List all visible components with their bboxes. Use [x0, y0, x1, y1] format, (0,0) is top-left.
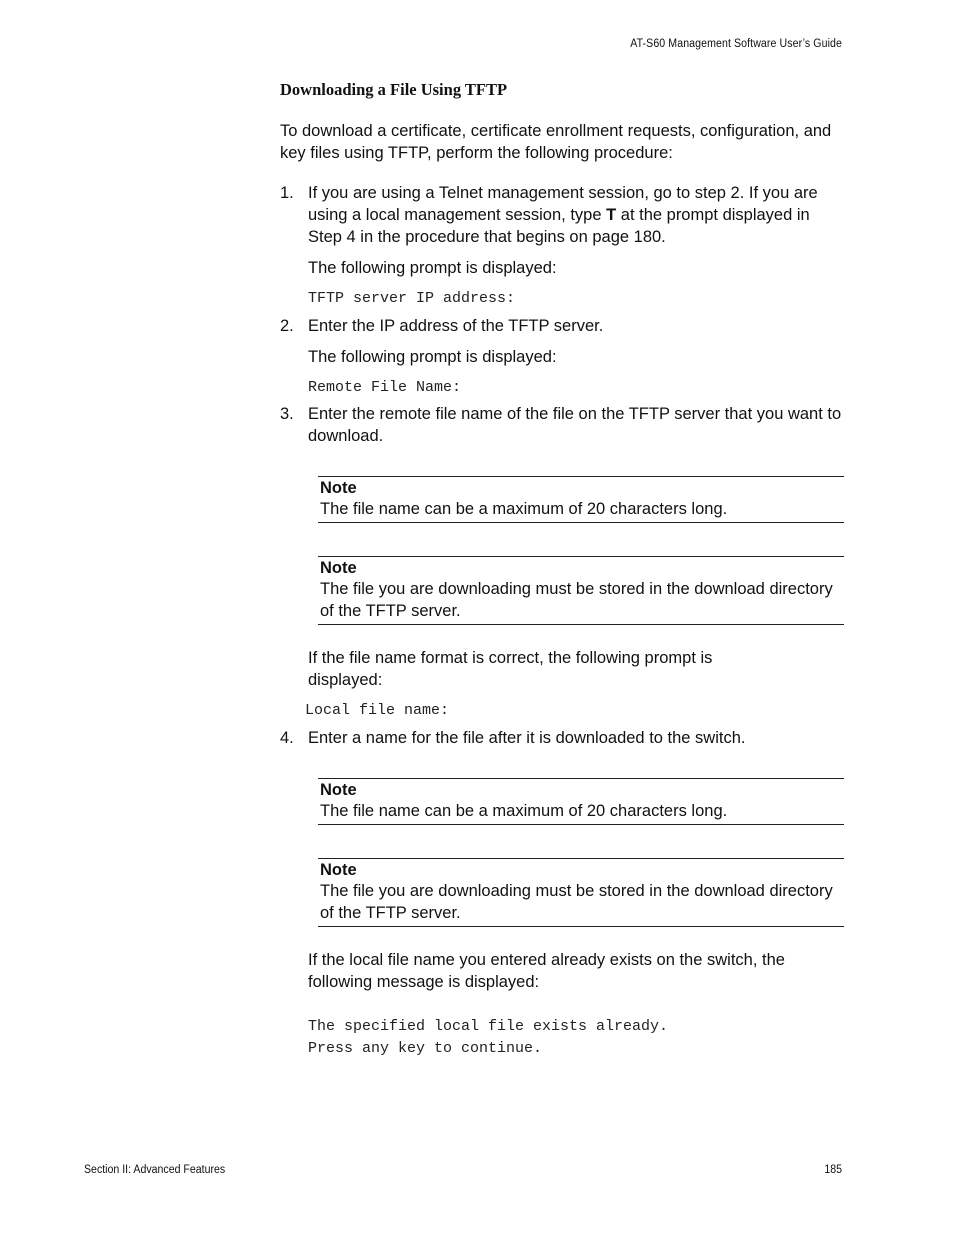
note-label: Note: [320, 861, 357, 879]
note-label: Note: [320, 559, 357, 577]
code-prompt: Local file name:: [305, 702, 450, 719]
code-message-line: Press any key to continue.: [308, 1040, 543, 1057]
step-text-part: If you are using a Telnet management session, go to step 2. If you are using a local management session, type: [308, 184, 818, 224]
step-text: Enter the IP address of the TFTP server.: [308, 317, 604, 335]
note-box: [318, 556, 844, 625]
step-number: 2.: [280, 317, 294, 335]
note-text: The file name can be a maximum of 20 characters long.: [320, 802, 728, 820]
format-correct-paragraph: If the file name format is correct, the following prompt is displayed:: [308, 649, 713, 689]
step-text: Enter a name for the file after it is downloaded to the switch.: [308, 729, 746, 747]
step-text: Enter the remote file name of the file on the TFTP server that you want to download.: [308, 405, 842, 445]
intro-paragraph: To download a certificate, certificate enrollment requests, configuration, and key files using TFTP, perform the following procedure:: [280, 122, 832, 162]
note-label: Note: [320, 781, 357, 799]
note-box: [318, 858, 844, 927]
footer-section: Section II: Advanced Features: [84, 1164, 226, 1176]
key-label: T: [606, 206, 617, 224]
page-number: 185: [824, 1164, 842, 1176]
code-prompt: Remote File Name:: [308, 379, 462, 396]
step-number: 4.: [280, 729, 294, 747]
step-number: 1.: [280, 184, 294, 202]
note-text: The file you are downloading must be stored in the download directory of the TFTP server.: [320, 580, 833, 620]
prompt-intro: The following prompt is displayed:: [308, 348, 557, 366]
note-box: [318, 476, 844, 523]
exists-paragraph: If the local file name you entered already exists on the switch, the following message is displayed:: [308, 951, 785, 991]
note-box: [318, 778, 844, 825]
step-number: 3.: [280, 405, 294, 423]
section-title: Downloading a File Using TFTP: [280, 80, 508, 99]
step-text: [308, 182, 848, 248]
code-message-line: The specified local file exists already.: [308, 1018, 669, 1035]
code-prompt: TFTP server IP address:: [308, 290, 516, 307]
note-label: Note: [320, 479, 357, 497]
step-text-part: at the prompt displayed in Step 4 in the procedure that begins on page 180.: [308, 206, 810, 246]
prompt-intro: The following prompt is displayed:: [308, 259, 557, 277]
note-text: The file you are downloading must be stored in the download directory of the TFTP server.: [320, 882, 833, 922]
running-header: AT-S60 Management Software User’s Guide: [630, 38, 842, 50]
note-text: The file name can be a maximum of 20 characters long.: [320, 500, 728, 518]
